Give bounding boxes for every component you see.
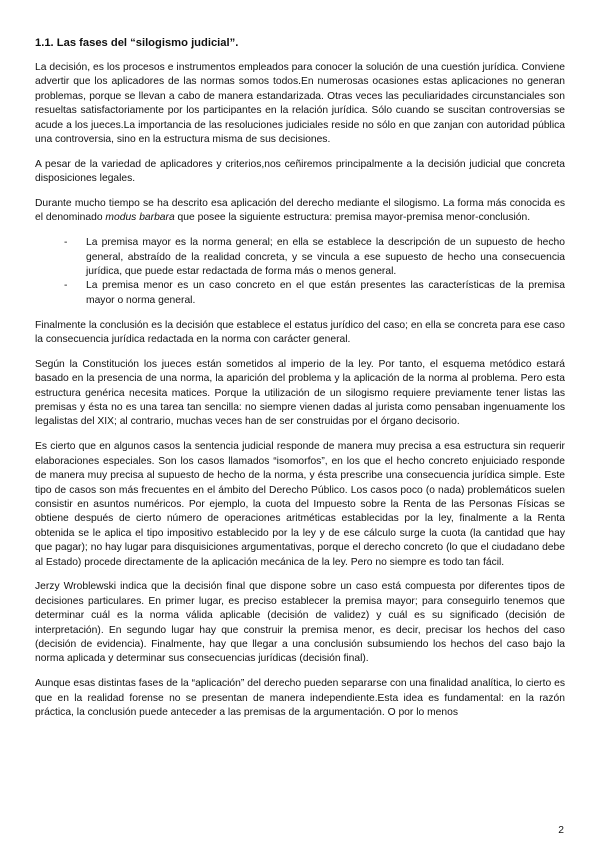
paragraph-conclusion: Finalmente la conclusión es la decisión que establece el estatus jurídico del caso; en ella se concreta para ese caso la consecuencia jurídica redactada en la norma con carácter general. [35,319,565,346]
page-number: 2 [558,825,564,836]
paragraph-silogismo-text: Durante mucho tiempo se ha descrito esa aplicación del derecho mediante el silogismo. La forma más conocida es el denominado [35,198,565,224]
paragraph-wroblewski: Jerzy Wroblewski indica que la decisión final que dispone sobre un caso está compuesta por diferentes tipos de decisiones particulares. En primer lugar, es preciso establecer la premisa mayor; para conseguirlo tenemos que determinar cuál es la norma válida aplicable (decisión de validez) y cuál es su significado (decisión de interpretación). En segundo lugar hay que construir la premisa menor, es decir, precisar los hechos del caso (decisión de evidencia). Finalmente, hay que llegar a una conclusión subsumiendo los hechos del caso bajo la norma aplicada y determinar sus consecuencias jurídicas (decisión final). [35,581,565,665]
list-item-text: La premisa menor es un caso concreto en el que están presentes las características de la premisa mayor o norma general. [86,280,565,306]
paragraph-aplicadores: A pesar de la variedad de aplicadores y criterios,nos ceñiremos principalmente a la decisión judicial que concreta disposiciones legales. [35,158,565,185]
paragraph-decision: La decisión, es los procesos e instrumentos empleados para conocer la solución de una cuestión jurídica. Conviene advertir que los aplicadores de las normas somos todos.En numerosas ocasiones estas aplicaciones no generan problemas, porque se llevan a cabo de manera estandarizada. Otras veces las peculiaridades circunstanciales son resueltas satisfactoriamente por los participantes en la relación jurídica. Sólo cuando se suscitan controversias se acude a los jueces.La importancia de las resoluciones judiciales reside no sólo en que zanjan con autoridad pública una controversia, sino en la estructura misma de sus decisiones. [35,62,565,146]
list-item [64,279,565,308]
paragraph-isomorfos: Es cierto que en algunos casos la sentencia judicial responde de manera muy precisa a esa estructura sin requerir elaboraciones especiales. Son los casos llamados “isomorfos”, en los que el hecho concreto enjuiciado responde de manera muy precisa al supuesto de hecho de la norma, y ésta prescribe una consecuencia jurídica simple. Este tipo de casos son más frecuentes en el ámbito del Derecho Público. Los casos poco (o nada) problemáticos suelen consistir en asuntos numéricos. Por ejemplo, la cuota del Impuesto sobre la Renta de las Personas Físicas se obtiene después de cierto número de operaciones aritméticas establecidas por la ley, finalmente a la Renta obtenida se le aplica el tipo impositivo establecido por la ley y de ese cálculo surge la cuota (la cantidad que hay que pagar); no hay lugar para disquisiciones argumentativas, porque el derecho concreto (lo que el ciudadano debe al Estado) procede directamente de la aplicación mecánica de la ley. Pero no siempre es todo tan fácil. [35,441,565,568]
paragraph-constitucion: Según la Constitución los jueces están sometidos al imperio de la ley. Por tanto, el esquema metódico estará basado en la presencia de una norma, la aparición del problema y la aplicación de la norma al problema. Pero esta estructura genérica necesita matices. Porque la utilización de un silogismo requiere previamente tener listas las premisas y ésta no es una tarea tan sencilla: no siempre vienen dadas al jurista como pensaban ingenuamente los legalistas del XIX; al contrario, muchas veces han de ser construidas por el órgano decisorio. [35,358,565,428]
paragraph-fases: Aunque esas distintas fases de la “aplicación” del derecho pueden separarse con una finalidad analítica, lo cierto es que en la realidad forense no se presentan de manera independiente.Esta idea es fundamental: en la razón práctica, la conclusión puede anteceder a las premisas de la argumentación. O por lo menos [35,678,565,718]
list-item-text: La premisa mayor es la norma general; en ella se establece la descripción de un supuesto de hecho general, abstraído de la realidad concreta, y se vincula a ese supuesto de hecho una consecuencia jurídica, que puede estar redactada de forma más o menos general. [86,237,565,278]
dash-bullet: - [64,280,68,292]
list-item [64,236,565,279]
paragraph-silogismo [35,197,565,226]
dash-bullet: - [64,237,68,249]
paragraph-silogismo-text-end: que posee la siguiente estructura: premisa mayor-premisa menor-conclusión. [174,212,531,224]
modus-barbara-term: modus barbara [105,212,175,224]
premise-list [35,236,565,308]
section-heading: 1.1. Las fases del “silogismo judicial”. [35,37,239,49]
